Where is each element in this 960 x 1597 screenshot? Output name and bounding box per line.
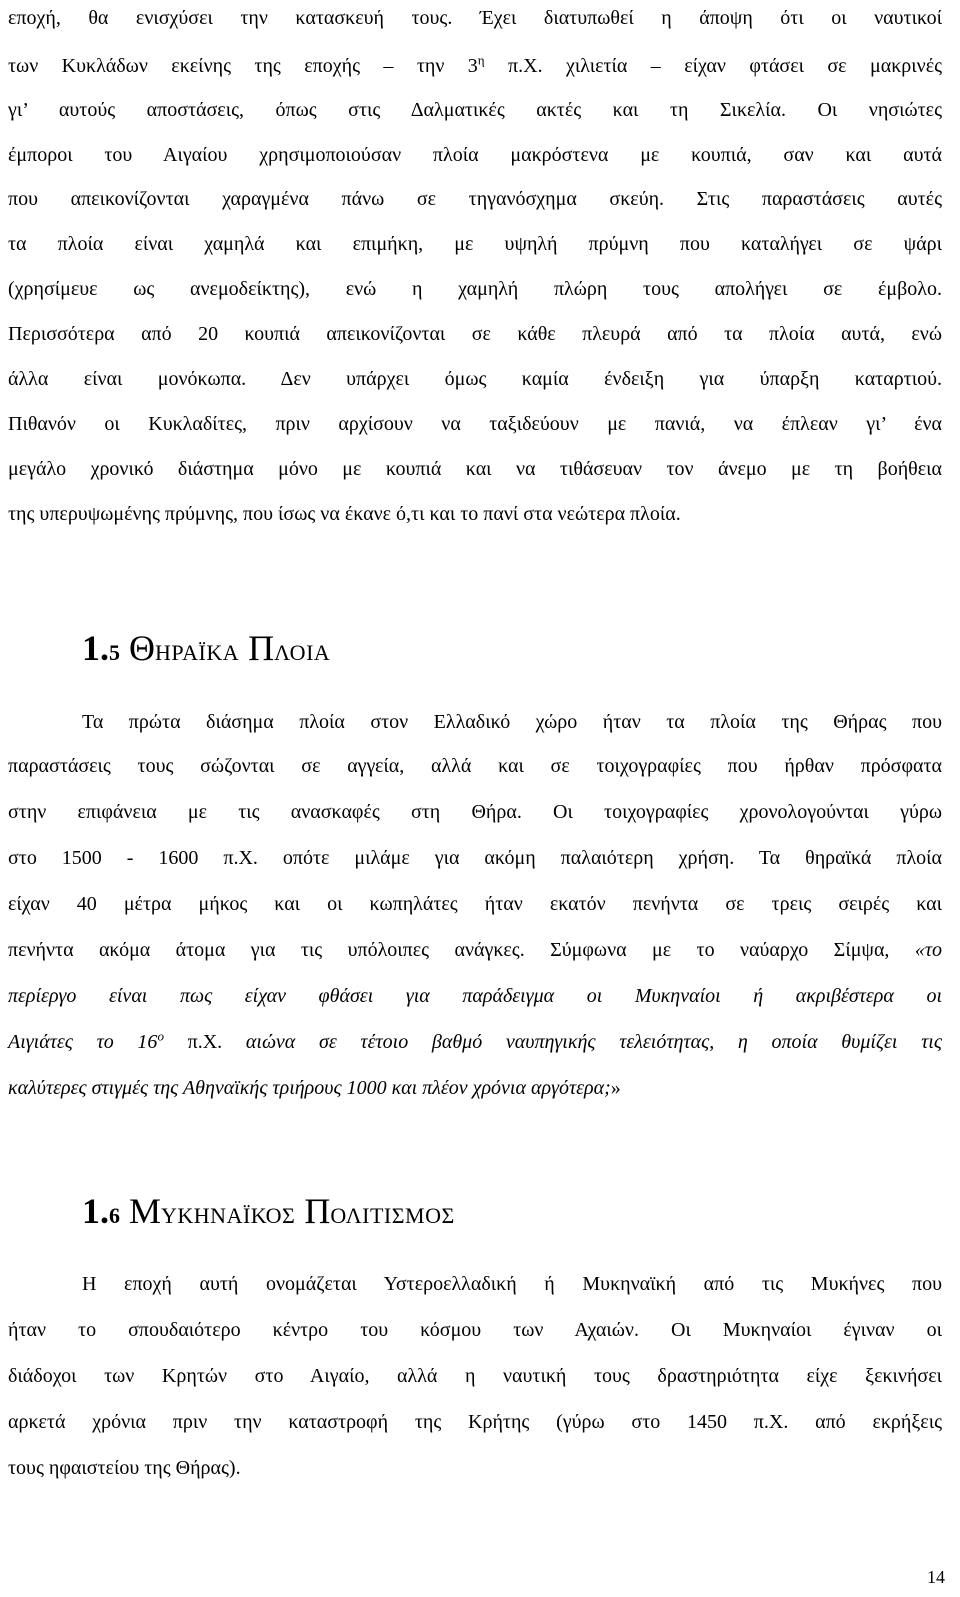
text-line: Η εποχή αυτή ονομάζεται Υστεροελλαδική ή Μυκηναϊκή από τις Μυκήνες που <box>82 1273 942 1295</box>
text-line: πενήντα ακόμα άτομα για τις υπόλοιπες ανάγκες. Σύμφωνα με το ναύαρχο Σίμψα, «το <box>8 939 942 961</box>
text-line: τα πλοία είναι χαμηλά και επιμήκη, με υψηλή πρύμνη που καταλήγει σε ψάρι <box>8 233 942 255</box>
text-line: διάδοχοι των Κρητών στο Αιγαίο, αλλά η ναυτική τους δραστηριότητα είχε ξεκινήσει <box>8 1365 942 1387</box>
text-line: Περισσότερα από 20 κουπιά απεικονίζονται σε κάθε πλευρά από τα πλοία αυτά, ενώ <box>8 323 942 345</box>
text-line: (χρησίμευε ως ανεμοδείκτης), ενώ η χαμηλή πλώρη τους απολήγει σε έμβολο. <box>8 278 942 300</box>
text-line: καλύτερες στιγμές της Αθηναϊκής τριήρους 1000 και πλέον χρόνια αργότερα;» <box>8 1077 621 1099</box>
text-line: Πιθανόν οι Κυκλαδίτες, πριν αρχίσουν να ταξιδεύουν με πανιά, να έπλεαν γι’ ένα <box>8 413 942 435</box>
text-line: στην επιφάνεια με τις ανασκαφές στη Θήρα. Οι τοιχογραφίες χρονολογούνται γύρω <box>8 801 942 823</box>
text-line: ήταν το σπουδαιότερο κέντρο του κόσμου των Αχαιών. Οι Μυκηναίοι έγιναν οι <box>8 1319 942 1341</box>
text-line: έμποροι του Αιγαίου χρησιμοποιούσαν πλοία μακρόστενα με κουπιά, σαν και αυτά <box>8 144 942 166</box>
page-number: 14 <box>927 1567 945 1587</box>
text-line: παραστάσεις τους σώζονται σε αγγεία, αλλά και σε τοιχογραφίες που ήρθαν πρόσφατα <box>8 755 942 777</box>
text-line: εποχή, θα ενισχύσει την κατασκευή τους. Έχει διατυπωθεί η άποψη ότι οι ναυτικοί <box>8 7 942 29</box>
text-line: της υπερυψωμένης πρύμνης, που ίσως να έκανε ό,τι και το πανί στα νεώτερα πλοία. <box>8 503 681 525</box>
text-line: των Κυκλάδων εκείνης της εποχής – την $3^\eta$ π.Χ. χιλιετία – είχαν φτάσει σε μακρινές <box>8 52 943 77</box>
text-line: αρκετά χρόνια πριν την καταστροφή της Κρήτης (γύρω στο 1450 π.Χ. από εκρήξεις <box>8 1411 942 1433</box>
text-line: μεγάλο χρονικό διάστημα μόνο με κουπιά και να τιθάσευαν τον άνεμο με τη βοήθεια <box>8 458 942 480</box>
section-heading-1-6: 1.6 ΜΥΚΗΝΑΪΚΟΣ ΠΟΛΙΤΙΣΜΟΣ <box>82 1191 455 1231</box>
text-line: περίεργο είναι πως είχαν φθάσει για παράδειγμα οι Μυκηναίοι ή ακριβέστερα οι <box>8 985 942 1007</box>
text-line: Αιγιάτες το $16^o$ π.Χ. αιώνα σε τέτοιο βαθμό ναυπηγικής τελειότητας, η οποία θυμίζει τις <box>8 1028 942 1053</box>
text-line: στο 1500 - 1600 π.Χ. οπότε μιλάμε για ακόμη παλαιότερη χρήση. Τα θηραϊκά πλοία <box>8 847 942 869</box>
text-line: είχαν 40 μέτρα μήκος και οι κωπηλάτες ήταν εκατόν πενήντα σε τρεις σειρές και <box>8 893 942 915</box>
text-line: τους ηφαιστείου της Θήρας). <box>8 1457 241 1479</box>
section-heading-1-5: 1.5 ΘΗΡΑΪΚΑ ΠΛΟΙΑ <box>82 628 331 668</box>
text-line: άλλα είναι μονόκωπα. Δεν υπάρχει όμως καμία ένδειξη για ύπαρξη καταρτιού. <box>8 368 942 390</box>
text-line: που απεικονίζονται χαραγμένα πάνω σε τηγανόσχημα σκεύη. Στις παραστάσεις αυτές <box>8 188 942 210</box>
text-line: γι’ αυτούς αποστάσεις, όπως στις Δαλματικές ακτές και τη Σικελία. Οι νησιώτες <box>8 99 942 121</box>
text-line: Τα πρώτα διάσημα πλοία στον Ελλαδικό χώρο ήταν τα πλοία της Θήρας που <box>82 711 942 733</box>
